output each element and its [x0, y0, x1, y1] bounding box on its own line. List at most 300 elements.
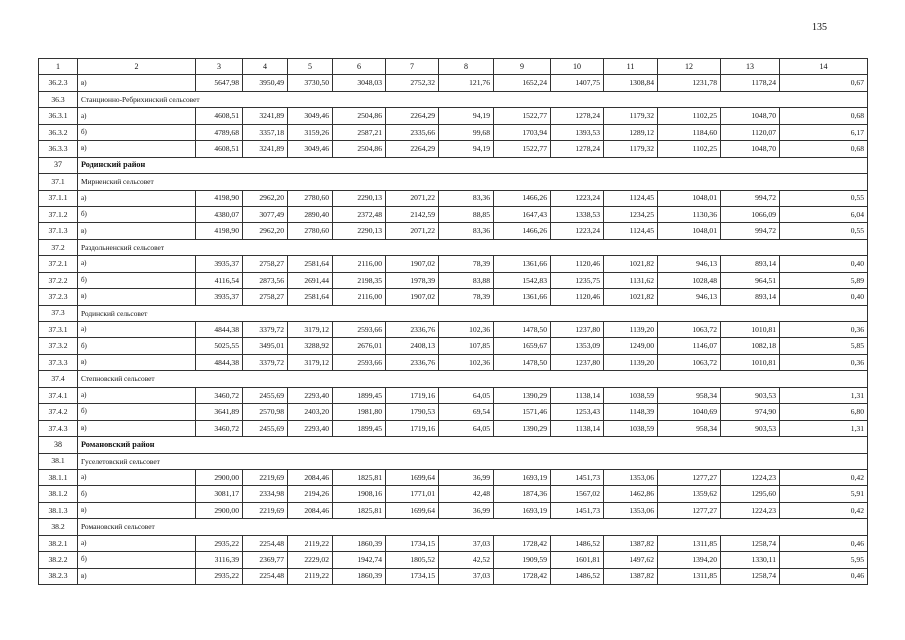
value-cell: 4844,38	[196, 354, 243, 370]
value-cell: 1860,39	[333, 568, 386, 584]
value-cell: 2780,60	[288, 190, 333, 206]
value-cell: 2962,20	[243, 223, 288, 239]
value-cell: 1148,39	[604, 404, 658, 420]
row-variant: б)	[78, 206, 196, 222]
header-col-5: 5	[288, 59, 333, 75]
table-row	[39, 141, 868, 157]
value-cell: 1224,23	[721, 502, 780, 518]
row-code: 37.4.3	[39, 420, 78, 436]
value-cell: 1258,74	[721, 568, 780, 584]
row-code: 38.1.1	[39, 469, 78, 485]
table-row	[39, 420, 868, 436]
value-cell: 5025,55	[196, 338, 243, 354]
row-code: 38.2.1	[39, 535, 78, 551]
value-cell: 1048,70	[721, 108, 780, 124]
value-cell: 1790,53	[386, 404, 439, 420]
value-cell: 3241,89	[243, 141, 288, 157]
value-cell: 1224,23	[721, 469, 780, 485]
table-row	[39, 289, 868, 305]
value-cell: 1942,74	[333, 552, 386, 568]
table-body	[39, 75, 868, 585]
value-cell: 37,03	[439, 535, 494, 551]
value-cell: 1478,50	[494, 354, 551, 370]
value-cell: 3379,72	[243, 322, 288, 338]
value-cell: 1466,26	[494, 190, 551, 206]
value-cell: 2504,86	[333, 141, 386, 157]
table-header	[39, 59, 868, 75]
value-cell: 1486,52	[551, 568, 604, 584]
value-cell: 1048,01	[658, 223, 721, 239]
table-row	[39, 552, 868, 568]
value-cell: 1063,72	[658, 322, 721, 338]
value-cell: 4198,90	[196, 190, 243, 206]
value-cell: 0,55	[780, 190, 868, 206]
value-cell: 958,34	[658, 420, 721, 436]
table-row	[39, 124, 868, 140]
value-cell: 5,91	[780, 486, 868, 502]
value-cell: 36,99	[439, 502, 494, 518]
row-variant: б)	[78, 124, 196, 140]
value-cell: 6,17	[780, 124, 868, 140]
value-cell: 1130,36	[658, 206, 721, 222]
value-cell: 1120,07	[721, 124, 780, 140]
value-cell: 1394,20	[658, 552, 721, 568]
value-cell: 1124,45	[604, 223, 658, 239]
value-cell: 3460,72	[196, 387, 243, 403]
value-cell: 1278,24	[551, 108, 604, 124]
value-cell: 2369,77	[243, 552, 288, 568]
value-cell: 3288,92	[288, 338, 333, 354]
value-cell: 2336,76	[386, 354, 439, 370]
value-cell: 1010,81	[721, 322, 780, 338]
value-cell: 1659,67	[494, 338, 551, 354]
value-cell: 3049,46	[288, 141, 333, 157]
value-cell: 37,03	[439, 568, 494, 584]
value-cell: 3495,01	[243, 338, 288, 354]
table-row	[39, 469, 868, 485]
value-cell: 4380,07	[196, 206, 243, 222]
value-cell: 964,51	[721, 272, 780, 288]
value-cell: 1179,32	[604, 108, 658, 124]
value-cell: 2290,13	[333, 190, 386, 206]
value-cell: 1231,78	[658, 75, 721, 91]
row-variant: а)	[78, 469, 196, 485]
value-cell: 1021,82	[604, 256, 658, 272]
region-name: Родинский район	[78, 157, 868, 173]
value-cell: 2455,69	[243, 387, 288, 403]
section-row	[39, 305, 868, 321]
value-cell: 94,19	[439, 141, 494, 157]
value-cell: 974,90	[721, 404, 780, 420]
value-cell: 2900,00	[196, 502, 243, 518]
value-cell: 2587,21	[333, 124, 386, 140]
value-cell: 2581,64	[288, 289, 333, 305]
header-col-9: 9	[494, 59, 551, 75]
value-cell: 1038,59	[604, 420, 658, 436]
value-cell: 2504,86	[333, 108, 386, 124]
value-cell: 6,04	[780, 206, 868, 222]
section-name: Станционно-Ребрихинский сельсовет	[78, 91, 868, 107]
value-cell: 2691,44	[288, 272, 333, 288]
value-cell: 1393,53	[551, 124, 604, 140]
value-cell: 3460,72	[196, 420, 243, 436]
section-name: Романовский сельсовет	[78, 519, 868, 535]
value-cell: 1102,25	[658, 108, 721, 124]
value-cell: 0,42	[780, 502, 868, 518]
row-code: 38	[39, 437, 78, 453]
value-cell: 2116,00	[333, 289, 386, 305]
row-variant: б)	[78, 552, 196, 568]
value-cell: 1728,42	[494, 535, 551, 551]
value-cell: 102,36	[439, 354, 494, 370]
row-code: 37.2.2	[39, 272, 78, 288]
value-cell: 2335,66	[386, 124, 439, 140]
value-cell: 994,72	[721, 223, 780, 239]
value-cell: 1647,43	[494, 206, 551, 222]
section-row	[39, 174, 868, 190]
value-cell: 5,89	[780, 272, 868, 288]
section-name: Мирненский сельсовет	[78, 174, 868, 190]
row-variant: б)	[78, 272, 196, 288]
value-cell: 1040,69	[658, 404, 721, 420]
value-cell: 1451,73	[551, 469, 604, 485]
region-name: Романовский район	[78, 437, 868, 453]
row-code: 36.3.3	[39, 141, 78, 157]
value-cell: 1981,80	[333, 404, 386, 420]
row-variant: а)	[78, 190, 196, 206]
value-cell: 107,85	[439, 338, 494, 354]
value-cell: 1179,32	[604, 141, 658, 157]
value-cell: 1478,50	[494, 322, 551, 338]
value-cell: 1138,14	[551, 387, 604, 403]
row-variant: в)	[78, 141, 196, 157]
section-row	[39, 239, 868, 255]
value-cell: 2116,00	[333, 256, 386, 272]
value-cell: 0,36	[780, 354, 868, 370]
value-cell: 2264,29	[386, 108, 439, 124]
row-code: 37.1.2	[39, 206, 78, 222]
row-code: 37.3.2	[39, 338, 78, 354]
table-row	[39, 256, 868, 272]
value-cell: 78,39	[439, 289, 494, 305]
value-cell: 5,85	[780, 338, 868, 354]
value-cell: 1908,16	[333, 486, 386, 502]
row-code: 38.1	[39, 453, 78, 469]
value-cell: 1277,27	[658, 469, 721, 485]
value-cell: 1278,24	[551, 141, 604, 157]
value-cell: 1909,59	[494, 552, 551, 568]
header-col-11: 11	[604, 59, 658, 75]
value-cell: 1361,66	[494, 289, 551, 305]
value-cell: 1289,12	[604, 124, 658, 140]
value-cell: 4116,54	[196, 272, 243, 288]
table-row	[39, 190, 868, 206]
header-col-3: 3	[196, 59, 243, 75]
value-cell: 2254,48	[243, 568, 288, 584]
section-name: Раздольненский сельсовет	[78, 239, 868, 255]
value-cell: 1330,11	[721, 552, 780, 568]
row-code: 37.2.1	[39, 256, 78, 272]
value-cell: 2581,64	[288, 256, 333, 272]
value-cell: 3950,49	[243, 75, 288, 91]
value-cell: 4844,38	[196, 322, 243, 338]
value-cell: 2593,66	[333, 354, 386, 370]
row-code: 38.2	[39, 519, 78, 535]
value-cell: 83,36	[439, 190, 494, 206]
section-name: Родинский сельсовет	[78, 305, 868, 321]
row-code: 37.4	[39, 371, 78, 387]
value-cell: 2408,13	[386, 338, 439, 354]
value-cell: 1258,74	[721, 535, 780, 551]
value-cell: 1719,16	[386, 420, 439, 436]
value-cell: 0,68	[780, 108, 868, 124]
value-cell: 2229,02	[288, 552, 333, 568]
value-cell: 1719,16	[386, 387, 439, 403]
value-cell: 1139,20	[604, 322, 658, 338]
value-cell: 2758,27	[243, 289, 288, 305]
value-cell: 0,40	[780, 256, 868, 272]
value-cell: 903,53	[721, 420, 780, 436]
value-cell: 1120,46	[551, 289, 604, 305]
value-cell: 0,40	[780, 289, 868, 305]
value-cell: 2752,32	[386, 75, 439, 91]
header-row	[39, 59, 868, 75]
value-cell: 2900,00	[196, 469, 243, 485]
value-cell: 1703,94	[494, 124, 551, 140]
value-cell: 2119,22	[288, 535, 333, 551]
header-col-1: 1	[39, 59, 78, 75]
table-row	[39, 354, 868, 370]
value-cell: 69,54	[439, 404, 494, 420]
value-cell: 94,19	[439, 108, 494, 124]
value-cell: 3357,18	[243, 124, 288, 140]
value-cell: 64,05	[439, 387, 494, 403]
value-cell: 3935,37	[196, 289, 243, 305]
row-variant: б)	[78, 404, 196, 420]
value-cell: 2254,48	[243, 535, 288, 551]
value-cell: 1124,45	[604, 190, 658, 206]
value-cell: 1028,48	[658, 272, 721, 288]
value-cell: 1825,81	[333, 502, 386, 518]
table-row	[39, 568, 868, 584]
value-cell: 1874,36	[494, 486, 551, 502]
value-cell: 4789,68	[196, 124, 243, 140]
value-cell: 2142,59	[386, 206, 439, 222]
value-cell: 2119,22	[288, 568, 333, 584]
value-cell: 1063,72	[658, 354, 721, 370]
value-cell: 2264,29	[386, 141, 439, 157]
value-cell: 1907,02	[386, 289, 439, 305]
value-cell: 1860,39	[333, 535, 386, 551]
value-cell: 5,95	[780, 552, 868, 568]
value-cell: 1359,62	[658, 486, 721, 502]
value-cell: 0,55	[780, 223, 868, 239]
value-cell: 1567,02	[551, 486, 604, 502]
value-cell: 0,46	[780, 568, 868, 584]
value-cell: 2455,69	[243, 420, 288, 436]
value-cell: 3179,12	[288, 354, 333, 370]
value-cell: 3935,37	[196, 256, 243, 272]
row-code: 36.3	[39, 91, 78, 107]
value-cell: 1899,45	[333, 387, 386, 403]
value-cell: 2962,20	[243, 190, 288, 206]
value-cell: 6,80	[780, 404, 868, 420]
value-cell: 83,36	[439, 223, 494, 239]
value-cell: 1082,18	[721, 338, 780, 354]
row-variant: в)	[78, 568, 196, 584]
region-row	[39, 157, 868, 173]
value-cell: 1146,07	[658, 338, 721, 354]
value-cell: 946,13	[658, 256, 721, 272]
value-cell: 1728,42	[494, 568, 551, 584]
section-name: Степновский сельсовет	[78, 371, 868, 387]
value-cell: 99,68	[439, 124, 494, 140]
value-cell: 1805,52	[386, 552, 439, 568]
value-cell: 3049,46	[288, 108, 333, 124]
value-cell: 1699,64	[386, 502, 439, 518]
value-cell: 1139,20	[604, 354, 658, 370]
value-cell: 0,68	[780, 141, 868, 157]
value-cell: 3116,39	[196, 552, 243, 568]
header-col-6: 6	[333, 59, 386, 75]
section-name: Гуселетовский сельсовет	[78, 453, 868, 469]
value-cell: 2198,35	[333, 272, 386, 288]
value-cell: 1734,15	[386, 568, 439, 584]
value-cell: 2403,20	[288, 404, 333, 420]
value-cell: 1237,80	[551, 322, 604, 338]
value-cell: 1497,62	[604, 552, 658, 568]
value-cell: 1311,85	[658, 568, 721, 584]
value-cell: 1522,77	[494, 108, 551, 124]
value-cell: 893,14	[721, 256, 780, 272]
value-cell: 2293,40	[288, 420, 333, 436]
value-cell: 2084,46	[288, 502, 333, 518]
header-col-8: 8	[439, 59, 494, 75]
value-cell: 1486,52	[551, 535, 604, 551]
value-cell: 1237,80	[551, 354, 604, 370]
value-cell: 3159,26	[288, 124, 333, 140]
value-cell: 1178,24	[721, 75, 780, 91]
value-cell: 1353,09	[551, 338, 604, 354]
row-code: 37.4.1	[39, 387, 78, 403]
value-cell: 1277,27	[658, 502, 721, 518]
value-cell: 3179,12	[288, 322, 333, 338]
value-cell: 1021,82	[604, 289, 658, 305]
value-cell: 1223,24	[551, 190, 604, 206]
table-row	[39, 404, 868, 420]
header-col-4: 4	[243, 59, 288, 75]
value-cell: 1466,26	[494, 223, 551, 239]
row-variant: в)	[78, 420, 196, 436]
value-cell: 36,99	[439, 469, 494, 485]
value-cell: 2219,69	[243, 502, 288, 518]
value-cell: 1131,62	[604, 272, 658, 288]
value-cell: 1234,25	[604, 206, 658, 222]
row-code: 38.2.2	[39, 552, 78, 568]
row-code: 36.3.2	[39, 124, 78, 140]
row-variant: а)	[78, 322, 196, 338]
value-cell: 2084,46	[288, 469, 333, 485]
value-cell: 1353,06	[604, 502, 658, 518]
row-code: 36.2.3	[39, 75, 78, 91]
table-row	[39, 486, 868, 502]
value-cell: 64,05	[439, 420, 494, 436]
value-cell: 1048,70	[721, 141, 780, 157]
value-cell: 0,42	[780, 469, 868, 485]
row-code: 37.3.1	[39, 322, 78, 338]
value-cell: 1907,02	[386, 256, 439, 272]
header-col-2: 2	[78, 59, 196, 75]
value-cell: 1223,24	[551, 223, 604, 239]
row-code: 37.2	[39, 239, 78, 255]
table-row	[39, 108, 868, 124]
value-cell: 1462,86	[604, 486, 658, 502]
value-cell: 1138,14	[551, 420, 604, 436]
table-row	[39, 502, 868, 518]
value-cell: 1387,82	[604, 535, 658, 551]
row-variant: а)	[78, 535, 196, 551]
section-row	[39, 91, 868, 107]
value-cell: 4198,90	[196, 223, 243, 239]
value-cell: 2780,60	[288, 223, 333, 239]
value-cell: 2873,56	[243, 272, 288, 288]
value-cell: 1522,77	[494, 141, 551, 157]
row-variant: в)	[78, 223, 196, 239]
value-cell: 1,31	[780, 387, 868, 403]
header-col-7: 7	[386, 59, 439, 75]
value-cell: 1235,75	[551, 272, 604, 288]
value-cell: 2676,01	[333, 338, 386, 354]
table-row	[39, 272, 868, 288]
row-variant: б)	[78, 338, 196, 354]
value-cell: 42,52	[439, 552, 494, 568]
header-col-12: 12	[658, 59, 721, 75]
row-code: 38.1.3	[39, 502, 78, 518]
section-row	[39, 371, 868, 387]
row-variant: в)	[78, 502, 196, 518]
row-code: 37.2.3	[39, 289, 78, 305]
value-cell: 1184,60	[658, 124, 721, 140]
table-row	[39, 223, 868, 239]
region-row	[39, 437, 868, 453]
value-cell: 2336,76	[386, 322, 439, 338]
value-cell: 1010,81	[721, 354, 780, 370]
value-cell: 3081,17	[196, 486, 243, 502]
value-cell: 1066,09	[721, 206, 780, 222]
value-cell: 0,67	[780, 75, 868, 91]
value-cell: 102,36	[439, 322, 494, 338]
value-cell: 1825,81	[333, 469, 386, 485]
header-col-14: 14	[780, 59, 868, 75]
value-cell: 3641,89	[196, 404, 243, 420]
value-cell: 1771,01	[386, 486, 439, 502]
value-cell: 1390,29	[494, 387, 551, 403]
row-code: 36.3.1	[39, 108, 78, 124]
value-cell: 1048,01	[658, 190, 721, 206]
value-cell: 946,13	[658, 289, 721, 305]
row-variant: а)	[78, 256, 196, 272]
value-cell: 0,36	[780, 322, 868, 338]
header-col-13: 13	[721, 59, 780, 75]
value-cell: 1295,60	[721, 486, 780, 502]
value-cell: 2293,40	[288, 387, 333, 403]
value-cell: 1311,85	[658, 535, 721, 551]
table-row	[39, 535, 868, 551]
value-cell: 1102,25	[658, 141, 721, 157]
value-cell: 42,48	[439, 486, 494, 502]
row-code: 37	[39, 157, 78, 173]
table-row	[39, 387, 868, 403]
